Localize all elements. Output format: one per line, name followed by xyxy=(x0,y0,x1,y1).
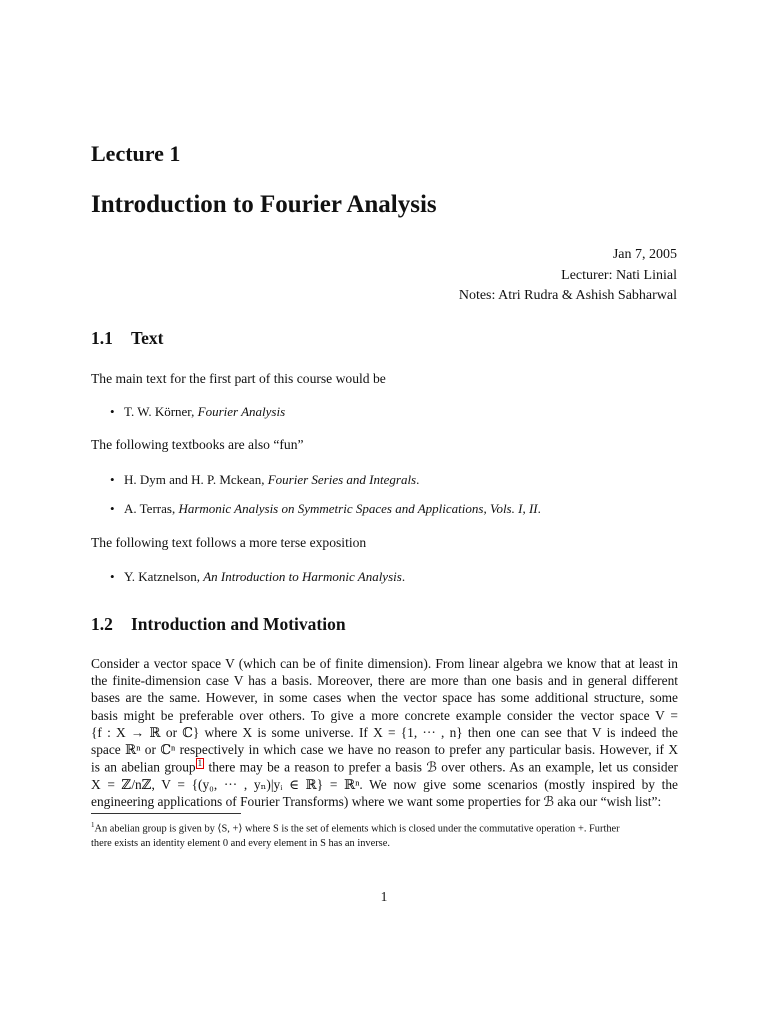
list-item-book xyxy=(110,500,541,518)
chapter-title: Introduction to Fourier Analysis xyxy=(91,191,437,218)
section-number: 1.1 xyxy=(91,328,113,348)
text-line: the finite-dimension case V has a basis. Moreover, there are more than one basis and in general different xyxy=(91,673,678,689)
text-line: engineering applications of Fourier Transforms) where we want some properties for ℬ aka our “wish list”: xyxy=(91,794,662,810)
section-heading-text xyxy=(91,328,163,349)
bullet-icon: • xyxy=(110,404,115,419)
chapter-label: Lecture 1 xyxy=(91,141,181,166)
book-author: Y. Katznelson, xyxy=(124,569,204,584)
list-item-book xyxy=(110,471,419,489)
text-line: basis might be preferable over others. To give a more concrete example consider the vector space V = xyxy=(91,707,678,723)
text-line: space ℝⁿ or ℂⁿ respectively in which case we have no reason to prefer any particular basis. However, if X xyxy=(91,742,678,758)
text-line: Consider a vector space V (which can be of finite dimension). From linear algebra we know that at least in xyxy=(91,656,678,671)
section-number: 1.2 xyxy=(91,614,113,634)
paragraph-terse-intro: The following text follows a more terse exposition xyxy=(91,535,367,550)
footnote-link[interactable]: 1 xyxy=(197,758,203,769)
book-title: Fourier Analysis xyxy=(197,404,286,419)
book-suffix: . xyxy=(416,472,420,487)
text-line-with-footnote xyxy=(91,758,678,776)
meta-date: Jan 7, 2005 xyxy=(612,247,677,262)
text-line: X = ℤ/nℤ, V = {(y₀, ··· , yₙ)|yᵢ ∈ ℝ} = ℝⁿ. We now give some scenarios (mostly inspired by the xyxy=(91,776,678,792)
book-author: A. Terras, xyxy=(124,501,179,516)
footnote-line: there exists an identity element 0 and every element in S has an inverse. xyxy=(91,838,390,850)
list-item-book xyxy=(110,568,405,586)
page-number: 1 xyxy=(380,889,388,904)
footnote xyxy=(91,818,681,851)
paragraph-also-intro: The following textbooks are also “fun” xyxy=(91,437,304,452)
book-title: An Introduction to Harmonic Analysis xyxy=(203,569,402,584)
bullet-icon: • xyxy=(110,472,115,487)
bullet-icon: • xyxy=(110,569,115,584)
footnote-mark: 1 xyxy=(91,821,95,829)
book-author: H. Dym and H. P. Mckean, xyxy=(124,472,268,487)
text-line: bases are the same. However, in some cases when the vector space has some additional structure, some xyxy=(91,690,678,706)
footnote-divider xyxy=(91,813,241,814)
lecture-meta xyxy=(459,245,677,307)
section-title: Introduction and Motivation xyxy=(131,614,346,634)
book-suffix: . xyxy=(401,569,406,584)
book-author: T. W. Körner, xyxy=(124,404,198,419)
footnote-text: An abelian group is given by ⟨S, +⟩ where S is the set of elements which is closed under the commutative operation +. Further xyxy=(94,823,620,835)
list-item-main-text xyxy=(110,403,285,421)
meta-notes: Notes: Atri Rudra & Ashish Sabharwal xyxy=(458,288,677,303)
book-title: Harmonic Analysis on Symmetric Spaces and Applications, Vols. I, II xyxy=(178,501,538,516)
section-title: Text xyxy=(131,328,164,348)
text-line: {f : X → ℝ or ℂ} where X is some universe. If X = {1, ··· , n} then one can see that V is indeed the xyxy=(91,724,678,740)
section-heading-motivation xyxy=(91,614,346,635)
book-title: Fourier Series and Integrals xyxy=(267,472,417,487)
book-suffix: . xyxy=(537,501,541,516)
text-fragment: is an abelian group xyxy=(91,759,196,775)
paragraph-motivation xyxy=(91,655,678,810)
meta-lecturer: Lecturer: Nati Linial xyxy=(561,267,677,283)
paragraph-main-text-intro: The main text for the first part of this course would be xyxy=(91,371,386,386)
text-fragment: there may be a reason to prefer a basis ℬ over others. As an example, let us consider xyxy=(204,759,678,775)
bullet-icon: • xyxy=(110,501,115,516)
footnote-line xyxy=(91,818,681,836)
